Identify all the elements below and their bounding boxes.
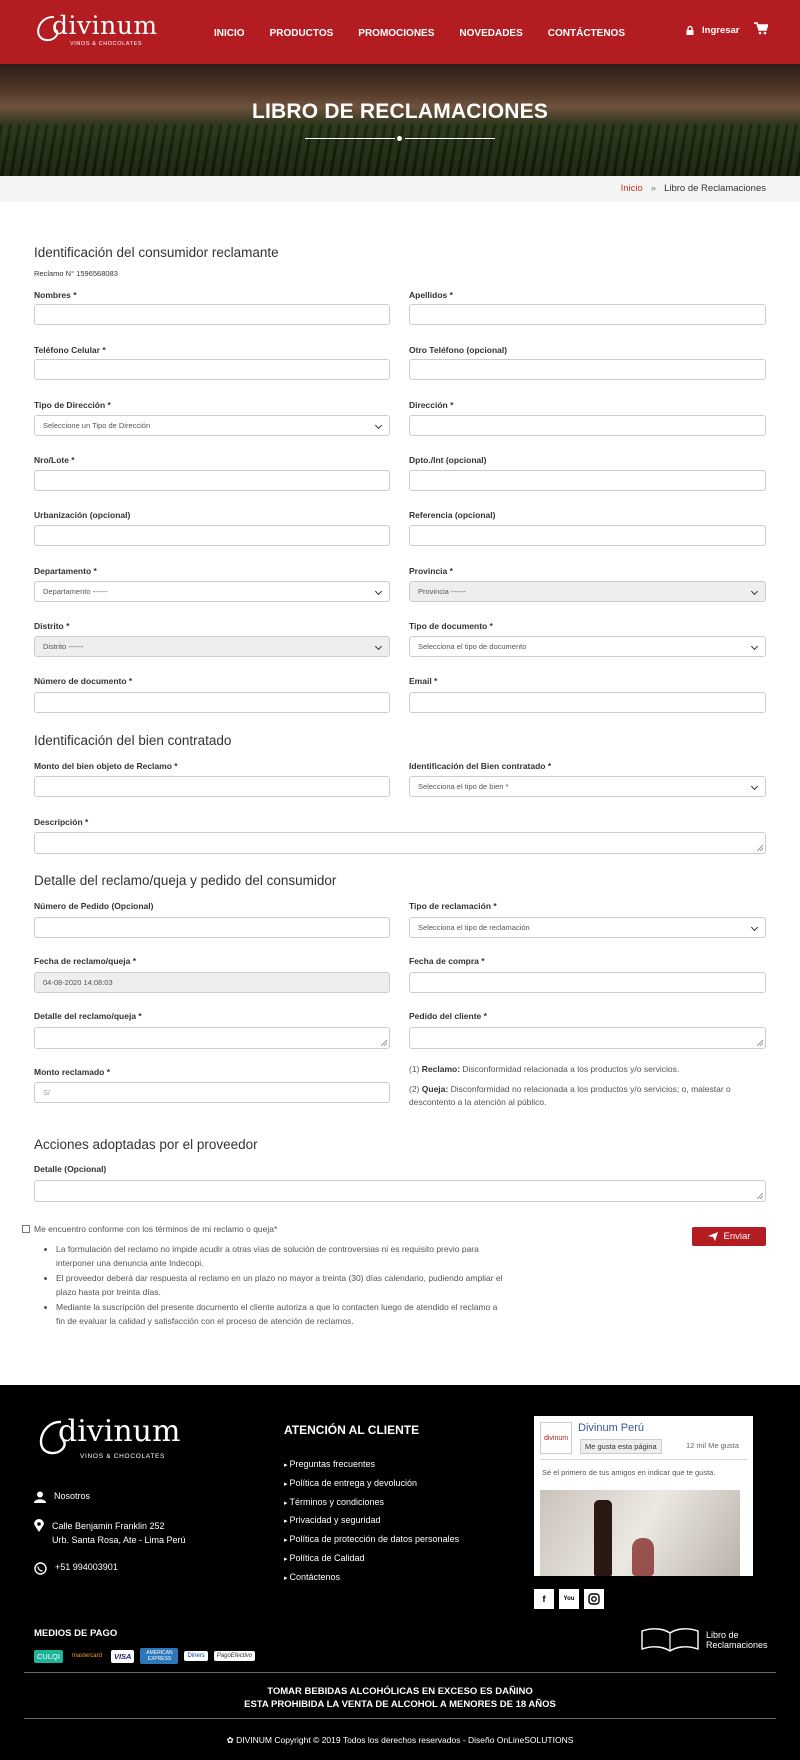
footer-link[interactable]: ▸ Política de protección de datos personales bbox=[284, 1531, 459, 1550]
mastercard-logo: mastercard bbox=[69, 1651, 105, 1661]
monto-bien-input[interactable] bbox=[34, 776, 390, 797]
facebook-icon[interactable]: f bbox=[534, 1589, 554, 1609]
terms-item: • Mediante la suscripción del presente documento el cliente autoriza a que lo contacten luego de atendido el reclamo a fin de evaluar la calidad y satisfacción con el proceso de atención de reclamos. bbox=[56, 1300, 506, 1328]
tipo-documento-select[interactable]: Selecciona el tipo de documento bbox=[409, 636, 766, 657]
alcohol-warning-line2: ESTA PROHIBIDA LA VENTA DE ALCOHOL A MENORES DE 18 AÑOS bbox=[244, 1699, 556, 1710]
pagoefectivo-logo: PagoEfectivo bbox=[214, 1651, 255, 1661]
title-divider-dot bbox=[397, 136, 402, 141]
submit-button[interactable] bbox=[692, 1227, 766, 1246]
terms-checkbox-label: Me encuentro conforme con los términos de mi reclamo o queja* bbox=[34, 1224, 278, 1234]
section-consumer-title: Identificación del consumidor reclamante bbox=[34, 245, 279, 260]
title-divider-right bbox=[405, 138, 495, 139]
label-apellidos: Apellidos * bbox=[409, 290, 453, 300]
label-otro-telefono: Otro Teléfono (opcional) bbox=[409, 345, 508, 355]
page-hero bbox=[0, 64, 800, 176]
fecha-compra-input[interactable] bbox=[409, 972, 766, 993]
libro-reclamaciones-link[interactable] bbox=[640, 1627, 768, 1653]
wine-glass-image bbox=[632, 1538, 654, 1576]
label-telefono: Teléfono Celular * bbox=[34, 345, 106, 355]
title-divider-left bbox=[305, 138, 395, 139]
label-detalle-reclamo: Detalle del reclamo/queja * bbox=[34, 1011, 142, 1021]
nav-contactenos[interactable]: CONTÁCTENOS bbox=[547, 28, 625, 39]
label-tipo-reclamacion: Tipo de reclamación * bbox=[409, 901, 497, 911]
footer-logo-text: divinum bbox=[58, 1414, 181, 1449]
paper-plane-icon bbox=[708, 1232, 718, 1241]
label-tipo-documento: Tipo de documento * bbox=[409, 621, 493, 631]
map-marker-icon bbox=[34, 1519, 44, 1532]
terms-checkbox[interactable] bbox=[22, 1225, 30, 1233]
monto-reclamado-input[interactable]: S/ bbox=[34, 1082, 390, 1103]
main-nav bbox=[214, 28, 650, 39]
referencia-input[interactable] bbox=[409, 525, 766, 546]
nro-lote-input[interactable] bbox=[34, 470, 390, 491]
fecha-reclamo-input[interactable]: 04-08-2020 14:08:03 bbox=[34, 972, 390, 993]
label-departamento: Departamento * bbox=[34, 566, 97, 576]
footer-address-line2: Urb. Santa Rosa, Ate - Lima Perú bbox=[52, 1535, 186, 1545]
amex-logo: AMERICAN EXPRESS bbox=[140, 1648, 178, 1664]
payment-title: MEDIOS DE PAGO bbox=[34, 1628, 118, 1639]
distrito-select[interactable]: Distrito ------ bbox=[34, 636, 390, 657]
apellidos-input[interactable] bbox=[409, 304, 766, 325]
alcohol-warning-line1: TOMAR BEBIDAS ALCOHÓLICAS EN EXCESO ES DAÑINO bbox=[267, 1686, 533, 1697]
tipo-direccion-select[interactable]: Seleccione un Tipo de Dirección bbox=[34, 415, 390, 436]
label-nro-lote: Nro/Lote * bbox=[34, 455, 75, 465]
instagram-icon[interactable] bbox=[584, 1589, 604, 1609]
footer-link[interactable]: ▸ Privacidad y seguridad bbox=[284, 1512, 459, 1531]
payment-methods bbox=[34, 1648, 255, 1664]
footer-about[interactable] bbox=[34, 1491, 90, 1503]
dpto-input[interactable] bbox=[409, 470, 766, 491]
alcohol-warning bbox=[0, 1685, 800, 1711]
user-icon bbox=[34, 1491, 46, 1503]
label-monto-reclamado: Monto reclamado * bbox=[34, 1067, 111, 1077]
tipo-reclamacion-select[interactable]: Selecciona el tipo de reclamación bbox=[409, 917, 766, 938]
label-numero-documento: Número de documento * bbox=[34, 676, 133, 686]
facebook-widget bbox=[534, 1416, 753, 1576]
footer-divider bbox=[24, 1718, 776, 1719]
facebook-post-image bbox=[540, 1490, 740, 1576]
breadcrumb-separator: » bbox=[650, 183, 657, 194]
youtube-icon[interactable]: You bbox=[559, 1589, 579, 1609]
wine-bottle-image bbox=[594, 1500, 612, 1576]
footer-link[interactable]: ▸ Términos y condiciones bbox=[284, 1494, 459, 1513]
breadcrumb-home[interactable]: Inicio bbox=[620, 183, 643, 194]
book-label-2: Reclamaciones bbox=[706, 1640, 768, 1650]
footer-link[interactable]: ▸ Política de Calidad bbox=[284, 1550, 459, 1569]
gear-icon: ✿ bbox=[226, 1735, 234, 1745]
terms-checkbox-row[interactable] bbox=[22, 1224, 277, 1234]
facebook-page-name[interactable]: Divinum Perú bbox=[578, 1422, 645, 1434]
book-icon bbox=[640, 1627, 700, 1653]
footer-link[interactable]: ▸ Preguntas frecuentes bbox=[284, 1456, 459, 1475]
terms-list bbox=[56, 1242, 506, 1329]
footer-links bbox=[284, 1456, 459, 1588]
label-direccion: Dirección * bbox=[409, 400, 454, 410]
footer-divider bbox=[24, 1672, 776, 1673]
otro-telefono-input[interactable] bbox=[409, 359, 766, 380]
footer-link[interactable]: ▸ Política de entrega y devolución bbox=[284, 1475, 459, 1494]
detalle-opcional-textarea[interactable] bbox=[34, 1180, 766, 1202]
label-dpto: Dpto./Int (opcional) bbox=[409, 455, 487, 465]
logo[interactable] bbox=[34, 8, 158, 52]
label-monto-bien: Monto del bien objeto de Reclamo * bbox=[34, 761, 178, 771]
page-title: LIBRO DE RECLAMACIONES bbox=[251, 100, 549, 123]
footer-logo bbox=[36, 1413, 181, 1463]
footer-phone[interactable] bbox=[34, 1562, 118, 1575]
label-tipo-direccion: Tipo de Dirección * bbox=[34, 400, 111, 410]
label-fecha-compra: Fecha de compra * bbox=[409, 956, 485, 966]
departamento-select[interactable]: Departamento ------ bbox=[34, 581, 390, 602]
login-label: Ingresar bbox=[702, 25, 740, 36]
provincia-select[interactable]: Provincia ------ bbox=[409, 581, 766, 602]
note-reclamo: (1) Reclamo: Disconformidad relacionada a los productos y/o servicios. bbox=[409, 1064, 680, 1074]
diners-logo: Diners bbox=[184, 1651, 207, 1661]
numero-documento-input[interactable] bbox=[34, 692, 390, 713]
visa-logo: VISA bbox=[111, 1650, 135, 1663]
facebook-page-avatar[interactable]: divinum bbox=[540, 1422, 572, 1454]
detalle-reclamo-textarea[interactable] bbox=[34, 1027, 390, 1049]
identificacion-bien-select[interactable]: Selecciona el tipo de bien * bbox=[409, 776, 766, 797]
label-email: Email * bbox=[409, 676, 438, 686]
book-label-1: Libro de bbox=[706, 1630, 739, 1640]
submit-label: Enviar bbox=[723, 1231, 751, 1242]
logo-subtitle: VINOS & CHOCOLATES bbox=[70, 41, 143, 47]
footer-logo-subtitle: VINOS & CHOCOLATES bbox=[80, 1453, 166, 1460]
facebook-like-count: 12 mil Me gusta bbox=[686, 1441, 739, 1450]
terms-item: • El proveedor deberá dar respuesta al reclamo en un plazo no mayor a treinta (30) días calendario, pudiendo ampliar el plazo hasta por treinta días. bbox=[56, 1271, 506, 1299]
urbanizacion-input[interactable] bbox=[34, 525, 390, 546]
nav-inicio[interactable]: INICIO bbox=[214, 28, 245, 39]
breadcrumb bbox=[0, 176, 800, 202]
copyright bbox=[0, 1735, 800, 1746]
claim-number: Reclamo N° 1596568083 bbox=[34, 269, 118, 278]
pedido-cliente-textarea[interactable] bbox=[409, 1027, 766, 1049]
label-urbanizacion: Urbanización (opcional) bbox=[34, 510, 131, 520]
facebook-like-button[interactable]: Me gusta esta página bbox=[580, 1439, 662, 1454]
top-header bbox=[0, 0, 800, 64]
footer-attention-title: ATENCIÓN AL CLIENTE bbox=[284, 1423, 420, 1437]
label-detalle-opcional: Detalle (Opcional) bbox=[34, 1164, 107, 1174]
facebook-friends-text: Sé el primero de tus amigos en indicar que te gusta. bbox=[542, 1468, 716, 1477]
footer-phone-label: +51 994003901 bbox=[55, 1562, 118, 1572]
nav-productos[interactable]: PRODUCTOS bbox=[269, 28, 334, 39]
culqi-logo: CULQI bbox=[34, 1650, 63, 1663]
section-detalle-title: Detalle del reclamo/queja y pedido del consumidor bbox=[34, 873, 337, 888]
direccion-input[interactable] bbox=[409, 415, 766, 436]
note-queja: (2) Queja: Disconformidad no relacionada a los productos y/o servicios; o, malestar o descontento a la atención al público. bbox=[409, 1084, 731, 1107]
nav-novedades[interactable]: NOVEDADES bbox=[459, 28, 523, 39]
descripcion-textarea[interactable] bbox=[34, 832, 766, 854]
label-descripcion: Descripción * bbox=[34, 817, 89, 827]
email-input[interactable] bbox=[409, 692, 766, 713]
cart-icon[interactable] bbox=[754, 22, 768, 38]
whatsapp-icon bbox=[34, 1562, 47, 1575]
nombres-input[interactable] bbox=[34, 304, 390, 325]
nav-promociones[interactable]: PROMOCIONES bbox=[358, 28, 435, 39]
label-nombres: Nombres * bbox=[34, 290, 77, 300]
login-link[interactable] bbox=[686, 25, 740, 36]
telefono-input[interactable] bbox=[34, 359, 390, 380]
label-referencia: Referencia (opcional) bbox=[409, 510, 496, 520]
label-provincia: Provincia * bbox=[409, 566, 453, 576]
footer-address-line1: Calle Benjamin Franklin 252 bbox=[52, 1521, 165, 1531]
label-distrito: Distrito * bbox=[34, 621, 70, 631]
footer-about-label: Nosotros bbox=[54, 1491, 91, 1501]
lock-icon bbox=[686, 26, 694, 35]
breadcrumb-current: Libro de Reclamaciones bbox=[664, 183, 766, 194]
section-acciones-title: Acciones adoptadas por el proveedor bbox=[34, 1137, 258, 1152]
label-fecha-reclamo: Fecha de reclamo/queja * bbox=[34, 956, 137, 966]
logo-text: divinum bbox=[52, 11, 158, 40]
footer bbox=[0, 1385, 800, 1760]
section-bien-title: Identificación del bien contratado bbox=[34, 733, 232, 748]
footer-link[interactable]: ▸ Contáctenos bbox=[284, 1569, 459, 1588]
label-identificacion-bien: Identificación del Bien contratado * bbox=[409, 761, 552, 771]
terms-item: • La formulación del reclamo no impide acudir a otras vías de solución de controversias ni es requisito previo para interponer una denuncia ante Indecopi. bbox=[56, 1242, 506, 1270]
numero-pedido-input[interactable] bbox=[34, 917, 390, 938]
label-pedido-cliente: Pedido del cliente * bbox=[409, 1011, 487, 1021]
label-numero-pedido: Número de Pedido (Opcional) bbox=[34, 901, 154, 911]
footer-address bbox=[34, 1519, 186, 1547]
copyright-text: DIVINUM Copyright © 2019 Todos los derechos reservados - Diseño OnLineSOLUTIONS bbox=[236, 1735, 574, 1745]
